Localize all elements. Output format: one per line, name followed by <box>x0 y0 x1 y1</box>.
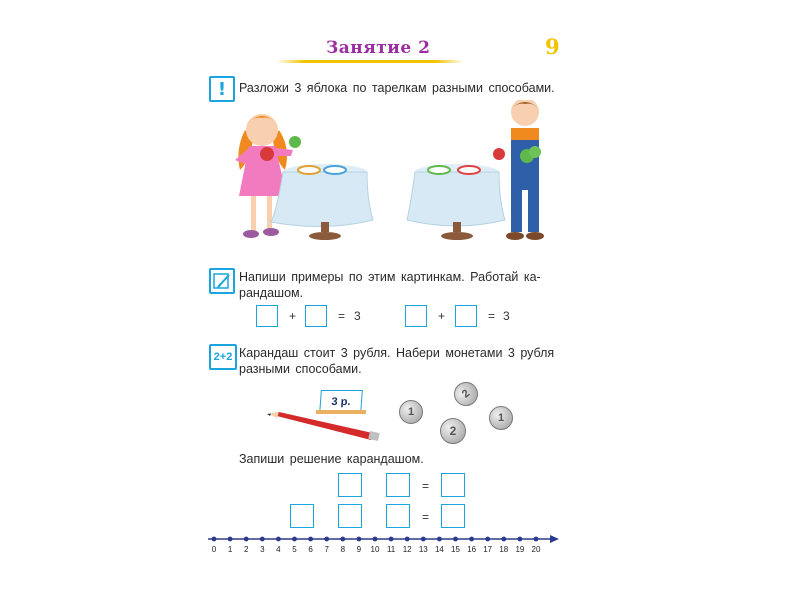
number-line-point <box>453 537 458 542</box>
equals-sign: = <box>422 479 430 493</box>
answer-box[interactable] <box>441 504 465 528</box>
exclamation-glyph: ! <box>217 78 227 100</box>
answer-box[interactable] <box>405 305 427 327</box>
number-line-point <box>469 537 474 542</box>
number-line-label: 14 <box>434 545 444 554</box>
number-line-point <box>485 537 490 542</box>
coin <box>489 406 513 430</box>
equals-sign: = <box>488 309 496 323</box>
task2-text-line1: Напиши примеры по этим картинкам. Работай ка- <box>239 270 541 284</box>
title-underline <box>276 60 464 63</box>
number-line-point <box>389 537 394 542</box>
number-line-point <box>244 537 249 542</box>
number-line-point <box>228 537 233 542</box>
number-line-point <box>308 537 313 542</box>
number-line-point <box>437 537 442 542</box>
number-line-point <box>276 537 281 542</box>
coin-value: 2 <box>449 424 457 438</box>
exclamation-icon <box>209 76 235 102</box>
number-line-label: 6 <box>308 545 313 554</box>
number-line-label: 10 <box>370 545 380 554</box>
coin <box>440 418 466 444</box>
answer-box[interactable] <box>305 305 327 327</box>
number-line-label: 17 <box>483 545 493 554</box>
task3-text-line2: разными способами. <box>239 362 362 376</box>
equals-sign: = <box>338 309 346 323</box>
answer-box[interactable] <box>441 473 465 497</box>
number-line-point <box>340 537 345 542</box>
number-line-point <box>292 537 297 542</box>
number-line-label: 12 <box>402 545 412 554</box>
number-line-label: 1 <box>227 545 233 554</box>
task2-text-line2: рандашом. <box>239 286 304 300</box>
math-icon <box>209 344 237 370</box>
number-line-label: 11 <box>386 545 396 554</box>
coin <box>449 377 483 411</box>
number-line-label: 19 <box>515 545 525 554</box>
price-tag-text: 3 р. <box>331 396 351 408</box>
math-glyph: 2+2 <box>213 351 233 363</box>
price-tag-stand <box>316 410 366 414</box>
number-line-label: 2 <box>243 545 249 554</box>
plus-sign: + <box>438 309 446 323</box>
task1-text: Разложи 3 яблока по тарелкам разными способами. <box>239 81 555 95</box>
coin-value: 2 <box>459 387 473 401</box>
answer-box[interactable] <box>290 504 314 528</box>
result-number: 3 <box>354 309 361 323</box>
number-line-point <box>373 537 378 542</box>
number-line-label: 13 <box>418 545 428 554</box>
page-number: 9 <box>545 34 560 59</box>
number-line-point <box>534 537 539 542</box>
result-number: 3 <box>503 309 510 323</box>
number-line-point <box>212 537 217 542</box>
task3-text-line1: Карандаш стоит 3 рубля. Набери монетами 3 рубля <box>239 346 555 360</box>
answer-box[interactable] <box>256 305 278 327</box>
number-line-point <box>518 537 523 542</box>
table-left <box>271 164 373 240</box>
number-line-label: 3 <box>260 545 265 554</box>
number-line-label: 20 <box>531 545 541 554</box>
plus-sign: + <box>289 309 297 323</box>
answer-box[interactable] <box>386 473 410 497</box>
number-line-point <box>421 537 426 542</box>
number-line-label: 0 <box>211 545 217 554</box>
girl-boy-tables-illustration <box>205 100 565 250</box>
number-line-label: 4 <box>276 545 281 554</box>
write-solution-text: Запиши решение карандашом. <box>239 452 424 466</box>
answer-box[interactable] <box>386 504 410 528</box>
number-line-point <box>405 537 410 542</box>
coin <box>399 400 423 424</box>
equals-sign: = <box>422 510 430 524</box>
number-line-label: 5 <box>292 545 297 554</box>
pencil-note-icon <box>209 268 235 294</box>
number-line-label: 16 <box>467 545 477 554</box>
lesson-title: Занятие 2 <box>326 38 431 58</box>
number-line-label: 9 <box>356 545 362 554</box>
coin-value: 1 <box>407 406 415 418</box>
number-line <box>200 532 562 546</box>
pencil-note-glyph <box>212 271 232 291</box>
answer-box[interactable] <box>455 305 477 327</box>
number-line-point <box>501 537 506 542</box>
number-line-label: 7 <box>324 545 329 554</box>
coin-value: 1 <box>497 412 505 424</box>
number-line-label: 18 <box>499 545 509 554</box>
answer-box[interactable] <box>338 473 362 497</box>
number-line-label: 8 <box>340 545 346 554</box>
number-line-label: 15 <box>451 545 460 554</box>
table-right <box>407 164 505 240</box>
number-line-point <box>357 537 362 542</box>
number-line-point <box>260 537 265 542</box>
answer-box[interactable] <box>338 504 362 528</box>
number-line-point <box>324 537 329 542</box>
